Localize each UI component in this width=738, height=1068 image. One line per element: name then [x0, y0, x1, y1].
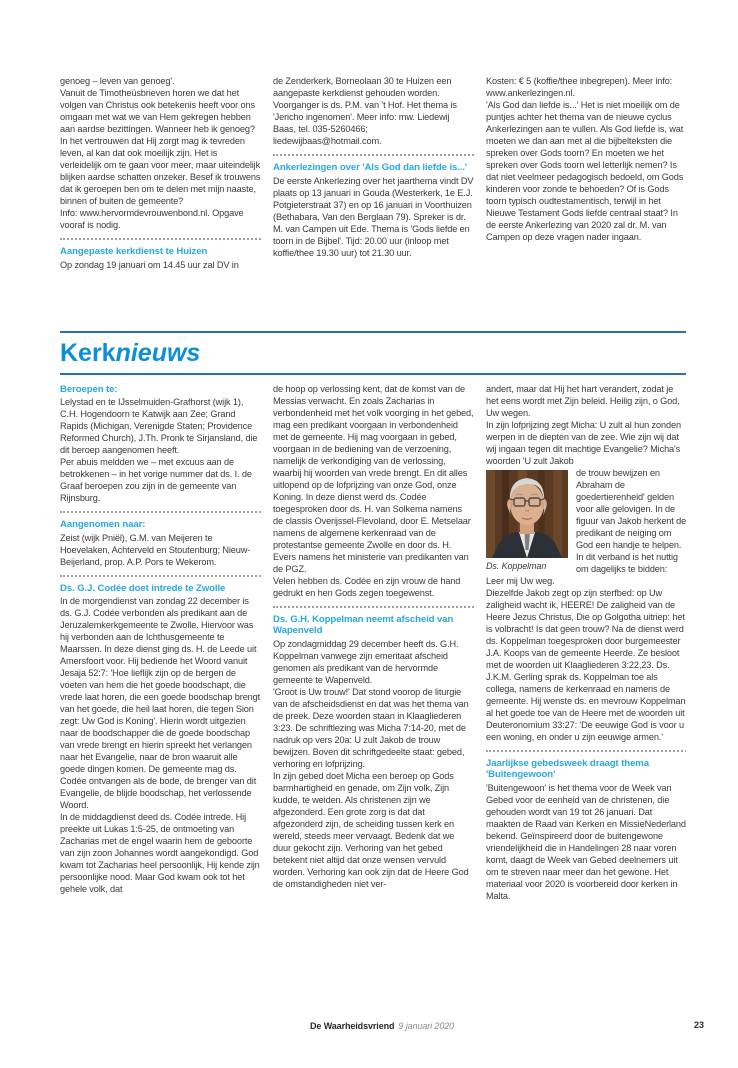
article-heading-koppelman-afscheid: Ds. G.H. Koppelman neemt afscheid van Wapenveld: [273, 613, 454, 636]
photo-block: [486, 470, 568, 571]
paragraph: In de morgendienst van zondag 22 december is ds. G.J. Codée verbonden als predikant aan de Jeruzalemkerkgemeente te Zwolle. Hiervoor was hij verbonden aan de Ichthusgemeente te Maarssen. In deze dienst ging ds. H. de Leede uit Amersfoort voor. Hij bediende het Woord vanuit Jesaja 52:7: 'Hoe lieflijk zijn op de bergen de voeten van hem die het goede boodschapt, die vrede laat horen, die een goede boodschap brengt van het goede, die heil laat horen, die tegen Sion zegt: Uw God is Koning'. Hierin wordt uitgezien naar de boodschapper die de goede boodschap van vrede brengt en hierin spreekt het verlangen naar het Evangelie, naar de bron waaruit alle goede dingen komen. De gemeente mag ds. Codée ontvangen als de bode, de brenger van dit Evangelie, de blijde boodschap, het verlossende Woord.: [60, 596, 261, 810]
paragraph: In de middagdienst deed ds. Codée intrede. Hij preekte uit Lukas 1:5-25, de ontmoeting van Zacharias met de engel waarin hem de geboorte van zijn zoon Johannes wordt aangekondigd. God kwam tot Zacharias heel persoonlijk, Hij kende zijn persoonlijke nood. Maar God kwam ook tot het gehele volk, dat: [60, 812, 260, 894]
article-heading-aangepaste-kerkdienst: Aangepaste kerkdienst te Huizen: [60, 246, 208, 257]
kerknieuws-section: [60, 383, 686, 1009]
koppelman-photo: [486, 470, 568, 558]
top-column-2: [273, 75, 474, 331]
kerknieuws-column-3: [486, 383, 686, 1009]
issue-date: 9 januari 2020: [398, 1021, 455, 1031]
top-column-1: [60, 75, 261, 331]
paragraph: Op zondag 19 januari om 14.45 uur zal DV in: [60, 259, 239, 270]
paragraph: genoeg – leven van genoeg'.: [60, 76, 175, 86]
page-number: 23: [693, 1020, 704, 1030]
page-footer: [310, 1021, 454, 1031]
paragraph: Op zondagmiddag 29 december heeft ds. G.H. Koppelman vanwege zijn emeritaat afscheid genomen als predikant van de hervormde gemeente te Wapenveld.: [273, 638, 459, 685]
section-rule-top: [60, 331, 686, 333]
photo-caption: Ds. Koppelman: [486, 560, 547, 571]
article-heading-codee-intrede: Ds. G.J. Codée doet intrede te Zwolle: [60, 582, 226, 594]
top-column-3: [486, 75, 686, 331]
kerknieuws-column-2: [273, 383, 474, 1009]
kerknieuws-column-1: [60, 383, 261, 1009]
article-heading-beroepen-te: Beroepen te:: [60, 383, 118, 395]
kerknieuws-title-bold: Kerk: [60, 339, 116, 367]
section-rule-bottom: [60, 373, 686, 375]
paragraph: Per abuis meldden we – met excuus aan de betrokkenen – in het vorige nummer dat ds. I. de Graaf beroepen zou zijn in de gemeente van Rijnsburg.: [60, 457, 252, 503]
kerknieuws-title-italic: nieuws: [115, 339, 201, 367]
paragraph: In zijn gebed doet Micha een beroep op Gods barmhartigheid en genade, om Zijn volk, Zijn kudde, te weiden. Als christenen zijn we afgezonderd. Een grote zorg is dat dat afgezonderd zijn, de scheiding tussen kerk en wereld, steeds meer vervaagt. Bedenk dat we duur gekocht zijn. Verhoring van het gebed betekent niet altijd dat onze wensen vervuld worden. Verhoring kan ook zijn dat de Heere God de omstandigheden niet ver-: [273, 770, 469, 889]
dotted-divider: [273, 606, 474, 608]
paragraph: Diezelfde Jakob zegt op zijn sterfbed: op Uw zaligheid wacht ik, HEERE! De zaligheid van de Heere Jezus Christus, Die op Golgotha uitriep: het is volbracht! Is dat geen trouw? Na de dienst werd ds. Koppelman toegesproken door burgemeester J.A. Koops van de gemeente Heerde. Ze besloot met de woorden uit Klaagliederen 3:22,23. Ds. J.K.M. Gerling sprak ds. Koppelman toe als collega, namens de kerkenraad en namens de gemeente. Hij wenste ds. en mevrouw Koppelman al het goede toe van de Heere met de woorden uit Deuteronomium 33:27: 'De eeuwige God is voor u een woning, en onder u zijn eeuwige armen.': [486, 587, 686, 742]
dotted-divider: [486, 750, 686, 752]
paragraph: Velen hebben ds. Codée en zijn vrouw de hand gedrukt en hen Gods zegen toegewenst.: [273, 575, 461, 598]
dotted-divider: [273, 154, 474, 156]
magazine-name: De Waarheidsvriend: [310, 1021, 395, 1031]
dotted-divider: [60, 511, 261, 513]
top-section: [60, 75, 686, 331]
paragraph: Zeist (wijk Pniël), G.M. van Meijeren te Hoevelaken, Achterveld en Stoutenburg; Nieuw-Beijerland, prop. A.P. Pors te Wekerom.: [60, 532, 251, 567]
paragraph: de Zenderkerk, Borneolaan 30 te Huizen een aangepaste kerkdienst gehouden worden. Voorganger is ds. P.M. van 't Hof. Het thema is 'Jericho ingenomen'. Meer info: mw. Liedewij Baas, tel. 035-5260466; liedewijbaas@hotmail.com.: [273, 76, 457, 146]
paragraph: de trouw bewijzen en Abraham de goedertierenheid' gelden voor alle gelovigen. In de figuur van Jakob herkent de predikant de neiging om God een handje te helpen. In dit verband is het nuttig om dagelijks te bidden: Leer mij Uw weg.: [486, 467, 686, 586]
paragraph: Kosten: € 5 (koffie/thee inbegrepen). Meer info: www.ankerlezingen.nl.: [486, 76, 673, 98]
paragraph: de hoop op verlossing kent, dat de komst van de Messias verwacht. En zoals Zacharias in verbondenheid met het volk voorging in het gebed, mag een predikant voorgaan in verbondenheid met de gemeente. Hij mag voorgaan in gebed, voorgaan in de bediening van de verzoening, namelijk de verkondiging van de verlossing, waarbij hij woorden van vrede brengt. En dit alles uitlopend op de lofprijzing van onze God, onze Koning. In deze dienst werd ds. Codée toegesproken door ds. H. van Solkema namens de classis Overijssel-Flevoland, door E. Metselaar namens de algemene kerkenraad van de protestantse gemeente Zwolle en door ds. H. Evers namens het ministerie van predikanten van de PGZ.: [273, 383, 474, 574]
paragraph: 'Buitengewoon' is het thema voor de Week van Gebed voor de eenheid van de christenen, die gehouden wordt van 19 tot 26 januari. Dat maakten de Raad van Kerken en MissieNederland bekend. Geïnspireerd door de buitengewone vriendelijkheid die in Handelingen 28 naar voren komt, daagt de Week van Gebed deelnemers uit om te streven naar meer dan het gewone. Het materiaal voor 2020 is voorbereid door kerken in Malta.: [486, 782, 686, 901]
dotted-divider: [60, 575, 261, 577]
article-heading-gebedsweek: Jaarlijkse gebedsweek draagt thema 'Buitengewoon': [486, 757, 649, 780]
paragraph: andert, maar dat Hij het hart verandert, zodat je het eens wordt met Zijn beleid. Heilig zijn, o God, Uw wegen.: [486, 383, 680, 418]
dotted-divider: [60, 238, 261, 240]
paragraph: De eerste Ankerlezing over het jaarthema vindt DV plaats op 13 januari in Gouda (Westerkerk, 1e E.J. Potgieterstraat 37) en op 16 januari in Voorthuizen (Bethabara, Van den Berglaan 79). Spreker is dr. M. van Campen uit Ede. Thema is 'Gods liefde en toorn in de Bijbel'. Tijd: 20.00 uur (inloop met koffie/thee 19.30 uur) tot 21.30 uur.: [273, 175, 474, 258]
kerknieuws-section-title: [60, 340, 686, 366]
article-heading-ankerlezingen: Ankerlezingen over 'Als God dan liefde is...': [273, 162, 468, 173]
paragraph: In zijn lofprijzing zegt Micha: U zult al hun zonden werpen in de diepten van de zee. Wie zijn wij dat wij ingaan tegen dit machtige Evangelie? Micha's woorden 'U zult Jakob: [486, 419, 681, 466]
paragraph: Info: www.hervormdevrouwenbond.nl. Opgave vooraf is nodig.: [60, 208, 244, 230]
paragraph: 'Als God dan liefde is...' Het is niet moeilijk om de puntjes achter het thema van de nieuwe cyclus Ankerlezingen aan te vullen. Als God liefde is, wat moeten we dan aan met al die bijbelteksten die spreken over Gods toorn? En moeten we het spreken over Gods toorn wel letterlijk nemen? Is dat niet veelmeer pedagogisch bedoeld, om Gods kinderen voor zonde te behoeden? Of is Gods toorn typisch oudtestamentisch, terwijl in het Nieuwe Testament Gods liefde centraal staat? In de eerste Ankerlezing van 2020 zal dr. M. van Campen op deze vragen nader ingaan.: [486, 100, 684, 242]
paragraph: Vanuit de Timotheüsbrieven horen we dat het volgen van Christus ook betekenis heeft voor ons omgaan met wat we van Hem gekregen hebben aan aardse bezittingen. Wanneer heb ik genoeg? In het vertrouwen dat Hij zorgt mag ik tevreden leven, al kan dat ook moeilijk zijn. Het is verleidelijk om te gaan voor meer, maar uiteindelijk blijken aardse schatten onzeker. Besef ik trouwens dat ik geroepen ben om te delen met mijn naaste, binnen of buiten de gemeente?: [60, 88, 261, 206]
paragraph: Lelystad en te IJsselmuiden-Grafhorst (wijk 1), C.H. Hogendoorn te Katwijk aan Zee; Grand Rapids (Michigan, Verenigde Staten; Providence Reformed Church), J.Th. Pronk te Sirjansland, die dit beroep aangenomen heeft.: [60, 397, 258, 455]
magazine-page-content: [60, 75, 686, 1009]
article-heading-aangenomen-naar: Aangenomen naar:: [60, 519, 146, 530]
paragraph: 'Groot is Uw trouw!' Dat stond voorop de liturgie van de afscheidsdienst en dat was het thema van de preek. Deze woorden staan in Klaagliederen 3:23. De schriftlezing was Micha 7:14-20, met de nadruk op vers 20a: U zult Jakob de trouw bewijzen. Boven dit schriftgedeelte staat: gebed, verhoring en lofprijzing.: [273, 686, 469, 769]
